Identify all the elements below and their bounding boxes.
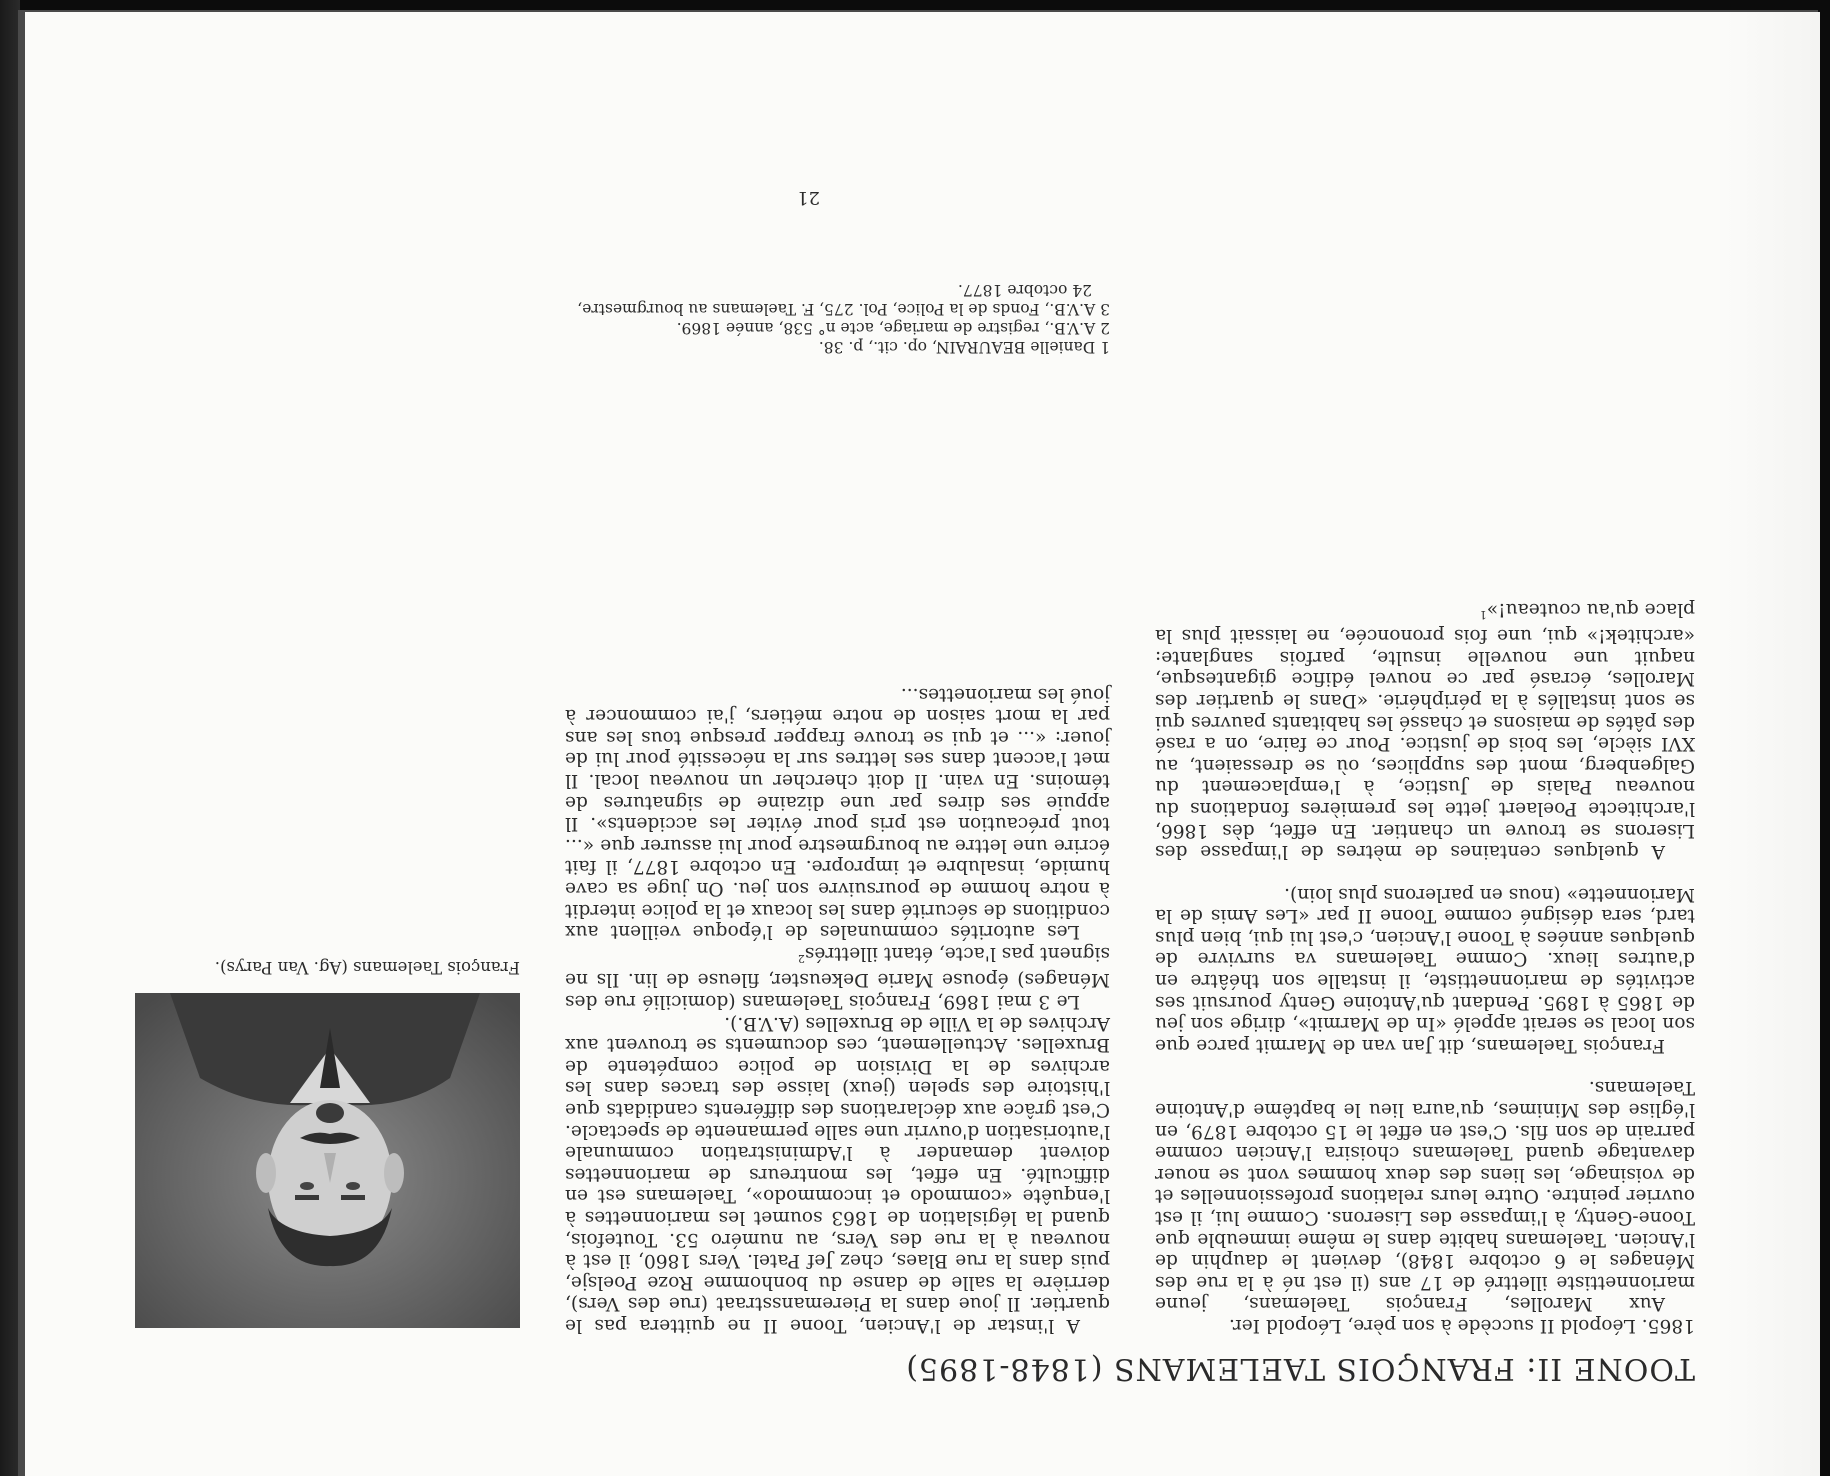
- paragraph-mariage: [565, 942, 1110, 1012]
- paragraph-marolles: Aux Marolles, François Taelemans, jeune marionnettiste illettré de 17 ans (il est né à la rue des Ménages le 6 octobre 1848), devient le dauphin de l'Ancien. Taelemans habite dans le même immeuble que Toone-Genty, à l'impasse des Liserons. Comme lui, il est ouvrier peintre. Outre leurs relations professionnelles et de voisinage, les liens des deux hommes vont se nouer davantage quand Taelemans choisira l'Ancien comme parrain de son fils. C'est en effet le 15 octobre 1879, en l'église des Minimes, qu'aura lieu le baptême d'Antoine Taelemans.: [1155, 1077, 1695, 1315]
- book-spine: [0, 0, 20, 1476]
- text-column-left: [1155, 598, 1695, 1336]
- photo-caption: François Taelemans (Ag. Van Parys).: [214, 958, 520, 977]
- paragraph-intro: 1865. Léopold II succède à son père, Léopold Ier.: [1228, 1315, 1695, 1336]
- portrait-photo-illustration: [135, 993, 520, 1328]
- footnote-3: 3 A.V.B., Fonds de la Police, Pol. 275, F. Taelemans au bourgmestre, 24 octobre 1877.: [577, 281, 1110, 318]
- page-inner-margin: [1725, 12, 1820, 1476]
- chapter-title: TOONE II: FRANÇOIS TAELEMANS (1848-1895): [905, 1351, 1695, 1386]
- portrait-photo: [135, 993, 520, 1328]
- footnotes: [565, 280, 1110, 356]
- page-number: 21: [797, 187, 820, 208]
- paragraph-quartier: A l'instar de l'Ancien, Toone II ne quittera pas le quartier. Il joue dans la Pieremansstraat (rue des Vers), derrière la salle de danse du bonhomme Roze Poelsje, puis dans la rue Blaes, chez Jef Patel. Vers 1860, il est à nouveau à la rue des Vers, au numéro 53. Toutefois, quand la législation de 1863 soumet les marionnettes à l'enquête «commodo et incommodo», Taelemans est en difficulté. En effet, les montreurs de marionnettes doivent demander à l'Administration communale l'autorisation d'ouvrir une salle permanente de spectacle. C'est grâce aux déclarations des différents candidats que l'histoire des spelen (jeux) laisse des traces dans les archives de la Division de police compétente de Bruxelles. Actuellement, ces documents se trouvent aux Archives de la Ville de Bruxelles (A.V.B.).: [565, 1012, 1110, 1336]
- footnote-2: 2 A.V.B., registre de mariage, acte n° 538, année 1869.: [676, 319, 1110, 337]
- book-page: [25, 12, 1820, 1476]
- text-column-right: [565, 683, 1110, 1336]
- paragraph-palais-de-justice-text: A quelques centaines de mètres de l'impasse des Liserons se trouve un chantier. En effet, dès 1866, l'architecte Poelaert jette les premières fondations du nouveau Palais de Justice, à l'emplacement du Galgenberg, mont des supplices, où se dressaient, au XVI siècle, les bois de justice. Pour ce faire, on a rasé des pâtés de maisons et chassé les habitants pauvres qui se sont installés à la périphérie. «Dans le quartier des Marolles, écrasé par ce nouvel édifice gigantesque, naquit une nouvelle insulte, parfois sanglante: «architek!» qui, une fois prononcée, ne laissait plus la place qu'au couteau!»: [1155, 598, 1695, 863]
- footnote-ref-2: 2: [797, 951, 805, 965]
- paragraph-mariage-text: Le 3 mai 1869, François Taelemans (domicilié rue des Ménages) épouse Marie Dekeuster, fileuse de lin. Ils ne signent pas l'acte, étant illettrés: [565, 942, 1110, 1013]
- paragraph-jan-van-de-marmit: François Taelemans, dit Jan van de Marmit parce que son local se serait appelé «In de Marmit», dirige son jeu de 1865 à 1895. Pendant qu'Antoine Genty poursuit ses activités de marionnettiste, il installe son théâtre en d'autres lieux. Comme Taelemans va survivre de quelques années à Toone l'Ancien, c'est lui qui, bien plus tard, sera désigné comme Toone II par «Les Amis de la Marionnette» (nous en parlerons plus loin).: [1155, 883, 1695, 1056]
- footnote-ref-1: 1: [1479, 607, 1487, 621]
- footnote-1: 1 Danielle BEAURAIN, op. cit., p. 38.: [818, 338, 1110, 356]
- paragraph-palais-de-justice: [1155, 598, 1695, 862]
- paragraph-autorites: Les autorités communales de l'époque veillent aux conditions de sécurité dans les locaux et la police interdit à notre homme de poursuivre son jeu. On juge sa cave humide, insalubre et impropre. En octobre 1877, il fait écrire une lettre au bourgmestre pour lui assurer que «... tout précaution est pris pour éviter les accidents». Il appuie ses dires par une dizaine de signatures de témoins. En vain. Il doit chercher un nouveau local. Il met l'accent dans ses lettres sur la nécessité pour lui de jouer: «... et qui se trouve frapper presque tous les ans par la mort saison de notre métiers, j'ai commoncer à joué les marionettes...: [565, 683, 1110, 943]
